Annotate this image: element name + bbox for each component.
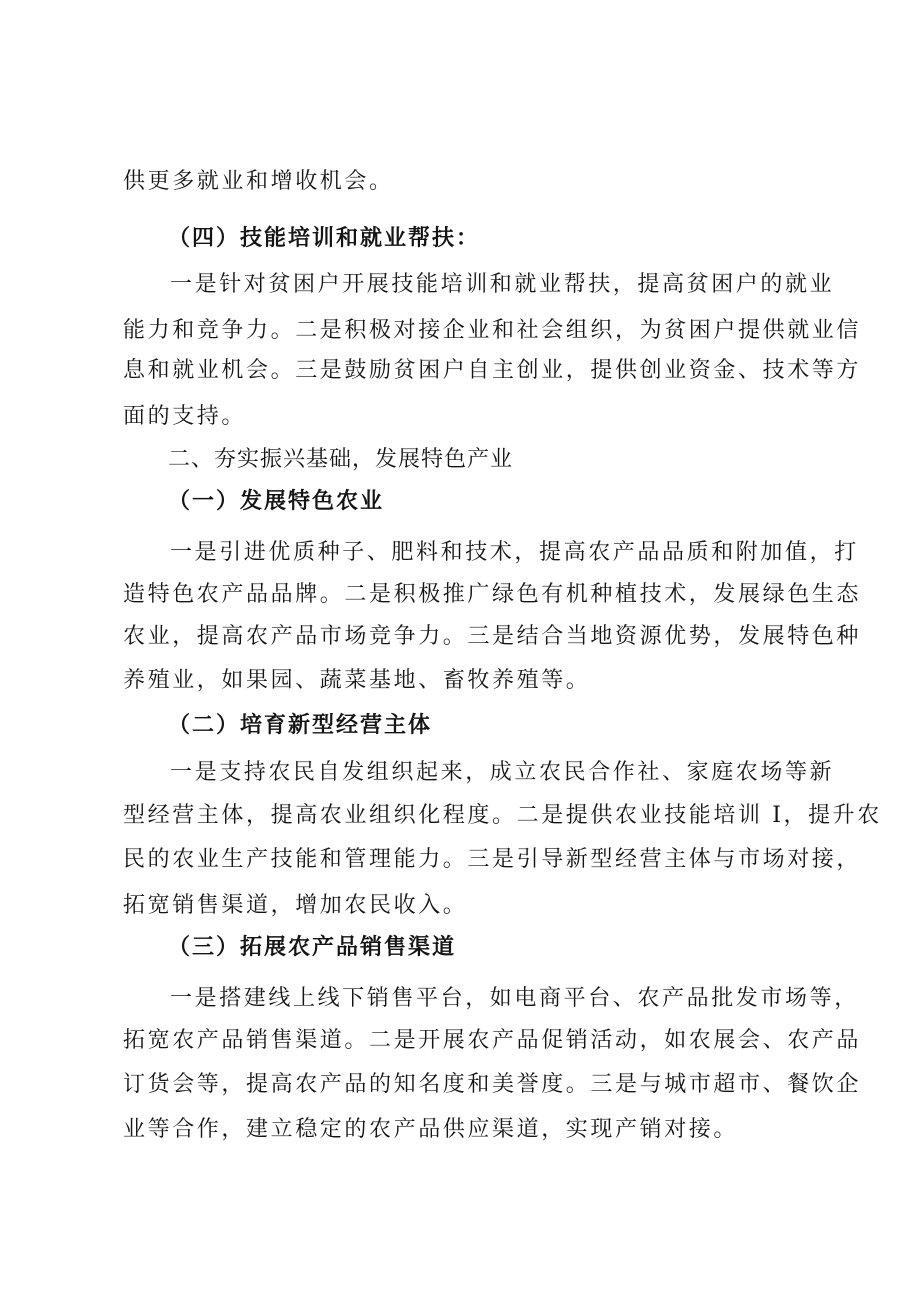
paragraph-line: 面的支持。 bbox=[123, 404, 247, 429]
paragraph-line: 供更多就业和增收机会。 bbox=[123, 169, 394, 194]
paragraph-line: 养殖业，如果园、蔬菜基地、畜牧养殖等。 bbox=[123, 668, 591, 693]
paragraph-line: 息和就业机会。三是鼓励贫困户自主创业，提供创业资金、技术等方 bbox=[123, 358, 862, 383]
subheading-one: （一）发展特色农业 bbox=[168, 488, 385, 514]
section-heading-2: 二、夯实振兴基础，发展特色产业 bbox=[168, 447, 514, 472]
paragraph-line: 拓宽农产品销售渠道。二是开展农产品促销活动，如农展会、农产品 bbox=[123, 1028, 862, 1053]
paragraph-line: 业等合作，建立稳定的农产品供应渠道，实现产销对接。 bbox=[123, 1117, 739, 1142]
paragraph-line: 型经营主体，提高农业组织化程度。二是提供农业技能培训 I，提升农 bbox=[123, 803, 882, 828]
subheading-two: （二）培育新型经营主体 bbox=[168, 712, 433, 738]
paragraph-line: 一是针对贫困户开展技能培训和就业帮扶，提高贫困户的就业 bbox=[170, 272, 835, 297]
subheading-three: （三）拓展农产品销售渠道 bbox=[168, 934, 457, 960]
paragraph-line: 一是引进优质种子、肥料和技术，提高农产品品质和附加值，打 bbox=[170, 540, 859, 565]
paragraph-line: 一是搭建线上线下销售平台，如电商平台、农产品批发市场等， bbox=[170, 986, 859, 1011]
paragraph-line: 造特色农产品品牌。二是积极推广绿色有机种植技术，发展绿色生态 bbox=[123, 582, 862, 607]
paragraph-line: 一是支持农民自发组织起来，成立农民合作社、家庭农场等新 bbox=[170, 760, 835, 785]
paragraph-line: 民的农业生产技能和管理能力。三是引导新型经营主体与市场对接， bbox=[123, 847, 862, 872]
paragraph-line: 拓宽销售渠道，增加农民收入。 bbox=[123, 893, 468, 918]
paragraph-line: 农业，提高农产品市场竞争力。三是结合当地资源优势，发展特色种 bbox=[123, 624, 862, 649]
paragraph-line: 能力和竞争力。二是积极对接企业和社会组织，为贫困户提供就业信 bbox=[123, 318, 862, 343]
paragraph-line: 订货会等，提高农产品的知名度和美誉度。三是与城市超市、餐饮企 bbox=[123, 1072, 862, 1097]
subheading-four: （四）技能培训和就业帮扶： bbox=[168, 225, 481, 251]
